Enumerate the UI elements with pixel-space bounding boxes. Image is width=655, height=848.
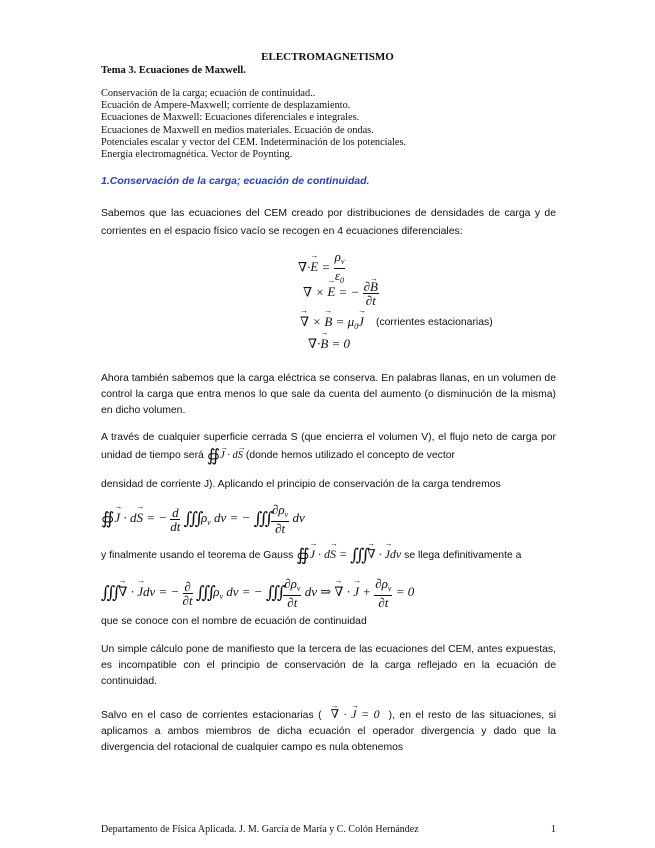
stationary-text-a: Salvo en el caso de corrientes estacionarias ( [101, 710, 322, 721]
equation-gauss-e: ∇·→ E = $\frac{\rho_v}{\varepsilon_0}$ [298, 250, 345, 287]
section-heading: 1.Conservación de la carga; ecuación de continuidad. [101, 175, 370, 187]
gauss-text-a: y finalmente usando el teorema de Gauss [101, 549, 294, 561]
page-footer: Departamento de Física Aplicada. J. M. García de María y C. Colón Hernández [101, 824, 419, 835]
stationary-condition: → ∇ · → J = 0 [326, 707, 384, 721]
equation-continuity-derivation: ∭ → ∇ · → Jdv = − $\frac{\partial}{\partial t}$ ∭ $\rho_v$ dv = − ∭ $\frac{\partial\rho_v}{\partial t}$ dv ⇒ → ∇ · → J + $\frac{\partial\rho_v}{\partial t}$ = 0 [101, 577, 414, 609]
table-of-contents [101, 88, 406, 161]
flux-integral: ∯→ J · d→ S [207, 450, 243, 461]
equation-note: (corrientes estacionarias) [376, 317, 493, 328]
page-number: 1 [551, 824, 556, 835]
toc-item: Ecuación de Ampere-Maxwell; corriente de desplazamiento. [101, 100, 351, 112]
continuity-label: que se conoce con el nombre de ecuación de continuidad [101, 616, 367, 627]
equation-faraday: ∇ × → E = − $\frac{\partial\to B}{\partial t}$ [303, 280, 379, 307]
equation-ampere: → ∇ × → $B = \mu_0\to J$ [300, 314, 364, 331]
toc-item: Ecuaciones de Maxwell en medios materiales. Ecuación de ondas. [101, 124, 374, 136]
toc-item: Conservación de la carga; ecuación de continuidad.. [101, 88, 316, 99]
topic-subtitle: Tema 3. Ecuaciones de Maxwell. [101, 65, 246, 76]
flux-paragraph [101, 429, 556, 464]
incompatibility-paragraph: Un simple cálculo pone de manifiesto que la tercera de las ecuaciones del CEM, antes expuestas, es incompatible con el principio de conservación de la carga reflejado en la ecuación de continuidad. [101, 644, 556, 687]
equation-conservation: ∯→ J · d→ S = − $\frac{d}{dt}$ ∭ $\rho_v$ dv = − ∭ $\frac{\partial\rho_v}{\partial t}$ dv [101, 503, 305, 535]
gauss-text-b: se llega definitivamente a [404, 549, 522, 561]
flux-text-b: (donde hemos utilizado el concepto de vector [245, 449, 455, 461]
gauss-theorem-equation: ∯→ J · d→ S = ∭ → ∇ · → Jdv [296, 547, 401, 561]
stationary-text-b: ), en el resto de las situaciones, si aplicamos a ambos miembros de dicha ecuación el operador divergencia y dado que la divergencia del rotacional de cualquier campo es nula obtenemos [101, 710, 557, 753]
toc-item: Potenciales escalar y vector del CEM. Indeterminación de los potenciales. [101, 136, 407, 148]
flux-paragraph-cont: densidad de corriente J). Aplicando el principio de conservación de la carga tendremos [101, 479, 501, 490]
toc-item: Ecuaciones de Maxwell: Ecuaciones diferenciales e integrales. [101, 112, 360, 124]
conservation-paragraph: Ahora también sabemos que la carga eléctrica se conserva. En palabras llanas, en un volumen de control la carga que entra menos lo que sale da cuenta del aumento (o disminución de la misma) en dicho volumen. [101, 373, 556, 416]
flux-text-a: A través de cualquier superficie cerrada S (que encierra el volumen V), el flujo neto de carga por unidad de tiempo será [101, 432, 556, 461]
document-title: ELECTROMAGNETISMO [261, 51, 394, 63]
stationary-paragraph [101, 706, 556, 756]
gauss-paragraph [101, 545, 521, 565]
intro-paragraph: Sabemos que las ecuaciones del CEM creado por distribuciones de densidades de carga y de corrientes en el espacio físico vacío se recogen en 4 ecuaciones diferenciales: [101, 208, 556, 237]
toc-item: Energía electromagnética. Vector de Poynting. [101, 149, 293, 161]
equation-gauss-b: ∇·→ B = 0 [308, 336, 350, 352]
